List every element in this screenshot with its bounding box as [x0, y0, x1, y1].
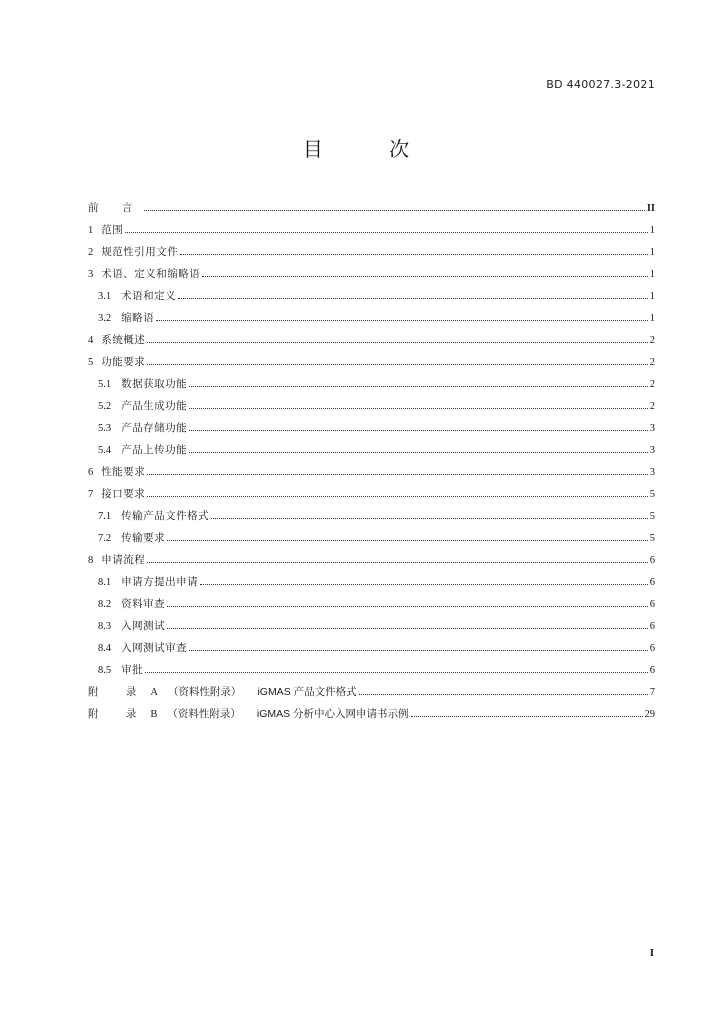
page-title: 目 次: [302, 137, 440, 161]
toc-entry-label: [98, 615, 165, 638]
toc-leader-dots: [147, 341, 648, 343]
toc-entry-number: 4: [88, 335, 94, 346]
toc-entry-label: [98, 571, 198, 594]
toc-entry-page: 1: [649, 247, 655, 258]
toc-entry-number: 8.3: [98, 621, 112, 632]
toc-annex-b[interactable]: [88, 703, 655, 725]
toc-entry-label: [98, 439, 187, 462]
toc-entry-label: [88, 461, 145, 484]
toc-entry-number: 3.1: [98, 291, 112, 302]
toc-entry-text: 数据获取功能: [121, 378, 188, 390]
toc-subentry[interactable]: [88, 307, 655, 329]
toc-entry-number: 7: [88, 489, 94, 500]
toc-entry[interactable]: [88, 461, 655, 483]
table-of-contents: [88, 197, 655, 725]
toc-leader-dots: [189, 407, 648, 409]
toc-subentry[interactable]: [88, 395, 655, 417]
toc-entry-number: 7.2: [98, 533, 112, 544]
toc-entry-text: 系统概述: [101, 334, 146, 346]
toc-entry-page: 1: [649, 225, 655, 236]
toc-entry-page: 2: [649, 379, 655, 390]
toc-entry-text: 术语和定义: [121, 290, 177, 302]
toc-entry-page: 1: [649, 291, 655, 302]
toc-entry-number: 8.4: [98, 643, 112, 654]
toc-entry-page: 5: [649, 511, 655, 522]
toc-entry-number: 5: [88, 357, 94, 368]
toc-leader-dots: [147, 363, 648, 365]
toc-entry-foreword[interactable]: [88, 197, 655, 219]
toc-leader-dots: [211, 517, 648, 519]
toc-leader-dots: [200, 583, 648, 585]
toc-subentry[interactable]: [88, 439, 655, 461]
toc-entry[interactable]: [88, 219, 655, 241]
annex-letter: A: [150, 687, 158, 698]
toc-entry-page: 5: [649, 533, 655, 544]
toc-leader-dots: [202, 275, 648, 277]
toc-entry-text: 接口要求: [101, 488, 146, 500]
toc-entry-label: [98, 527, 165, 550]
toc-entry-label: [88, 351, 145, 374]
toc-entry-number: 5.3: [98, 423, 112, 434]
toc-leader-dots: [189, 385, 648, 387]
toc-entry-page: 1: [649, 269, 655, 280]
toc-entry-label: [88, 241, 178, 264]
toc-leader-dots: [167, 627, 648, 629]
toc-entry[interactable]: [88, 329, 655, 351]
toc-entry-label: [98, 505, 209, 528]
toc-subentry[interactable]: [88, 527, 655, 549]
toc-entry-label: [88, 329, 145, 352]
standard-code: BD 440027.3-2021: [546, 78, 655, 91]
toc-leader-dots: [180, 253, 648, 255]
toc-leader-dots: [359, 693, 648, 695]
toc-leader-dots: [167, 605, 648, 607]
toc-entry-page: 6: [649, 665, 655, 676]
toc-entry-number: 5.2: [98, 401, 112, 412]
toc-leader-dots: [147, 495, 648, 497]
toc-entry-text: 申请流程: [101, 554, 146, 566]
toc-subentry[interactable]: [88, 373, 655, 395]
toc-entry[interactable]: [88, 241, 655, 263]
toc-entry-page: 29: [644, 709, 655, 720]
toc-entry-label: 前 言: [88, 202, 143, 214]
page-number: I: [649, 947, 654, 959]
toc-entry-label: [98, 637, 187, 660]
toc-entry-number: 5.1: [98, 379, 112, 390]
toc-entry-number: 8.1: [98, 577, 112, 588]
toc-entry[interactable]: [88, 483, 655, 505]
toc-entry-text: 产品上传功能: [121, 444, 188, 456]
toc-entry-text: 缩略语: [121, 312, 155, 324]
annex-type: （资料性附录）: [167, 708, 241, 720]
toc-entry-label: [98, 373, 187, 396]
toc-entry[interactable]: [88, 263, 655, 285]
toc-entry-page: 6: [649, 555, 655, 566]
toc-entry-text: 审批: [121, 664, 144, 676]
toc-subentry[interactable]: [88, 285, 655, 307]
toc-entry-label: [98, 285, 176, 308]
toc-entry-number: 8.5: [98, 665, 112, 676]
toc-leader-dots: [125, 231, 648, 233]
toc-leader-dots: [411, 715, 643, 717]
toc-entry-page: 6: [649, 643, 655, 654]
toc-entry[interactable]: [88, 351, 655, 373]
toc-entry-page: 6: [649, 577, 655, 588]
toc-entry-page: 2: [649, 401, 655, 412]
toc-subentry[interactable]: [88, 571, 655, 593]
toc-entry-number: 5.4: [98, 445, 112, 456]
toc-subentry[interactable]: [88, 659, 655, 681]
toc-leader-dots: [147, 561, 648, 563]
toc-entry-text: 产品存储功能: [121, 422, 188, 434]
toc-leader-dots: [156, 319, 648, 321]
toc-entry-text: 范围: [101, 224, 124, 236]
toc-subentry[interactable]: [88, 637, 655, 659]
toc-subentry[interactable]: [88, 593, 655, 615]
toc-annex-a[interactable]: [88, 681, 655, 703]
toc-entry-page: 3: [649, 423, 655, 434]
toc-entry-label: [88, 263, 200, 286]
toc-entry[interactable]: [88, 549, 655, 571]
toc-entry-text: 功能要求: [101, 356, 146, 368]
annex-letter: B: [150, 709, 158, 720]
toc-entry-number: 7.1: [98, 511, 112, 522]
toc-entry-number: 1: [88, 225, 94, 236]
toc-entry-text: 术语、定义和缩略语: [101, 268, 201, 280]
toc-entry-number: 2: [88, 247, 94, 258]
toc-entry-text: 规范性引用文件: [101, 246, 179, 258]
toc-entry-page: 7: [649, 687, 655, 698]
toc-entry-number: 8: [88, 555, 94, 566]
toc-leader-dots: [189, 451, 648, 453]
toc-entry-number: 3.2: [98, 313, 112, 324]
toc-entry-label: [98, 593, 165, 616]
toc-entry-label: [98, 659, 143, 682]
toc-entry-label: [88, 219, 123, 242]
toc-entry-label: [88, 549, 145, 572]
toc-entry-page: 3: [649, 445, 655, 456]
toc-entry-label: [98, 395, 187, 418]
toc-leader-dots: [189, 429, 648, 431]
toc-entry-page: 2: [649, 335, 655, 346]
toc-leader-dots: [167, 539, 648, 541]
toc-entry-text: 申请方提出申请: [121, 576, 199, 588]
toc-entry-text: 入网测试审查: [121, 642, 188, 654]
toc-entry-label: [98, 417, 187, 440]
toc-entry-label: [98, 307, 154, 330]
toc-entry-text: 入网测试: [121, 620, 166, 632]
toc-subentry[interactable]: [88, 505, 655, 527]
toc-entry-label: [88, 681, 357, 704]
toc-entry-text: 性能要求: [101, 466, 146, 478]
toc-leader-dots: [145, 671, 648, 673]
annex-type: （资料性附录）: [167, 686, 242, 698]
toc-subentry[interactable]: [88, 615, 655, 637]
toc-leader-dots: [147, 473, 648, 475]
toc-leader-dots: [189, 649, 648, 651]
toc-entry-page: 2: [649, 357, 655, 368]
annex-word: 附 录: [88, 708, 149, 720]
toc-subentry[interactable]: [88, 417, 655, 439]
toc-entry-text: 资料审查: [121, 598, 166, 610]
toc-entry-page: 3: [649, 467, 655, 478]
toc-entry-text: 传输要求: [121, 532, 166, 544]
toc-entry-number: 3: [88, 269, 94, 280]
toc-entry-label: [88, 483, 145, 506]
toc-entry-page: 6: [649, 599, 655, 610]
toc-entry-label: [88, 703, 409, 726]
toc-entry-number: 8.2: [98, 599, 112, 610]
toc-entry-text: 传输产品文件格式: [121, 510, 210, 522]
toc-entry-page: II: [646, 203, 655, 214]
annex-title: iGMAS 产品文件格式: [257, 686, 357, 698]
annex-title: iGMAS 分析中心入网申请书示例: [256, 708, 409, 720]
toc-leader-dots: [144, 209, 644, 211]
toc-entry-text: 产品生成功能: [121, 400, 188, 412]
toc-entry-page: 5: [649, 489, 655, 500]
toc-entry-page: 1: [649, 313, 655, 324]
toc-leader-dots: [178, 297, 648, 299]
annex-word: 附 录: [88, 686, 149, 698]
toc-entry-page: 6: [649, 621, 655, 632]
toc-entry-number: 6: [88, 467, 94, 478]
